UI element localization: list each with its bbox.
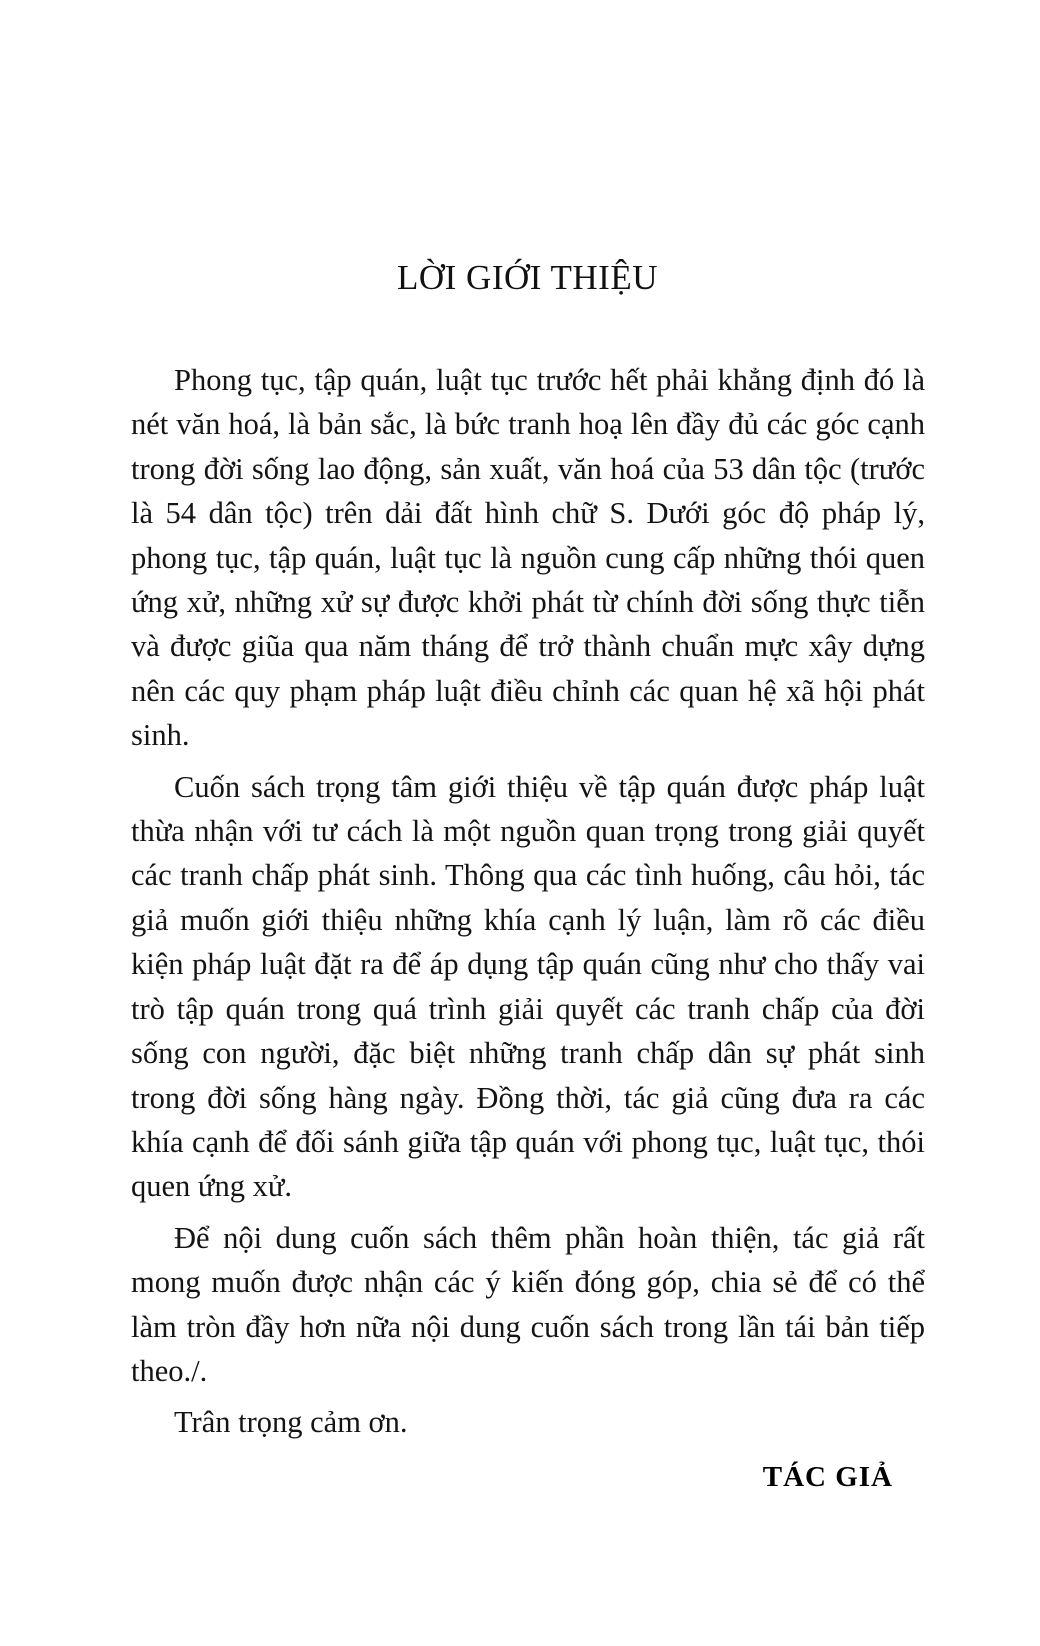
body-text: [131, 358, 925, 1499]
paragraph: Cuốn sách trọng tâm giới thiệu về tập quán được pháp luật thừa nhận với tư cách là một nguồn quan trọng trong giải quyết các tranh chấp phát sinh. Thông qua các tình huống, câu hỏi, tác giả muốn giới thiệu những khía cạnh lý luận, làm rõ các điều kiện pháp luật đặt ra để áp dụng tập quán cũng như cho thấy vai trò tập quán trong quá trình giải quyết các tranh chấp của đời sống con người, đặc biệt những tranh chấp dân sự phát sinh trong đời sống hàng ngày. Đồng thời, tác giả cũng đưa ra các khía cạnh để đối sánh giữa tập quán với phong tục, luật tục, thói quen ứng xử.: [131, 769, 925, 1204]
closing-line: Trân trọng cảm ơn.: [174, 1405, 408, 1440]
paragraph: Để nội dung cuốn sách thêm phần hoàn thiện, tác giả rất mong muốn được nhận các ý kiến đóng góp, chia sẻ để có thể làm tròn đầy hơn nữa nội dung cuốn sách trong lần tái bản tiếp theo./.: [131, 1220, 925, 1388]
author-signature: TÁC GIẢ: [762, 1460, 893, 1493]
page-title: LỜI GIỚI THIỆU: [396, 258, 658, 297]
paragraph: Phong tục, tập quán, luật tục trước hết phải khẳng định đó là nét văn hoá, là bản sắc, là bức tranh hoạ lên đầy đủ các góc cạnh trong đời sống lao động, sản xuất, văn hoá của 53 dân tộc (trước là 54 dân tộc) trên dải đất hình chữ S. Dưới góc độ pháp lý, phong tục, tập quán, luật tục là nguồn cung cấp những thói quen ứng xử, những xử sự được khởi phát từ chính đời sống thực tiễn và được giũa qua năm tháng để trở thành chuẩn mực xây dựng nên các quy phạm pháp luật điều chỉnh các quan hệ xã hội phát sinh.: [131, 363, 925, 753]
